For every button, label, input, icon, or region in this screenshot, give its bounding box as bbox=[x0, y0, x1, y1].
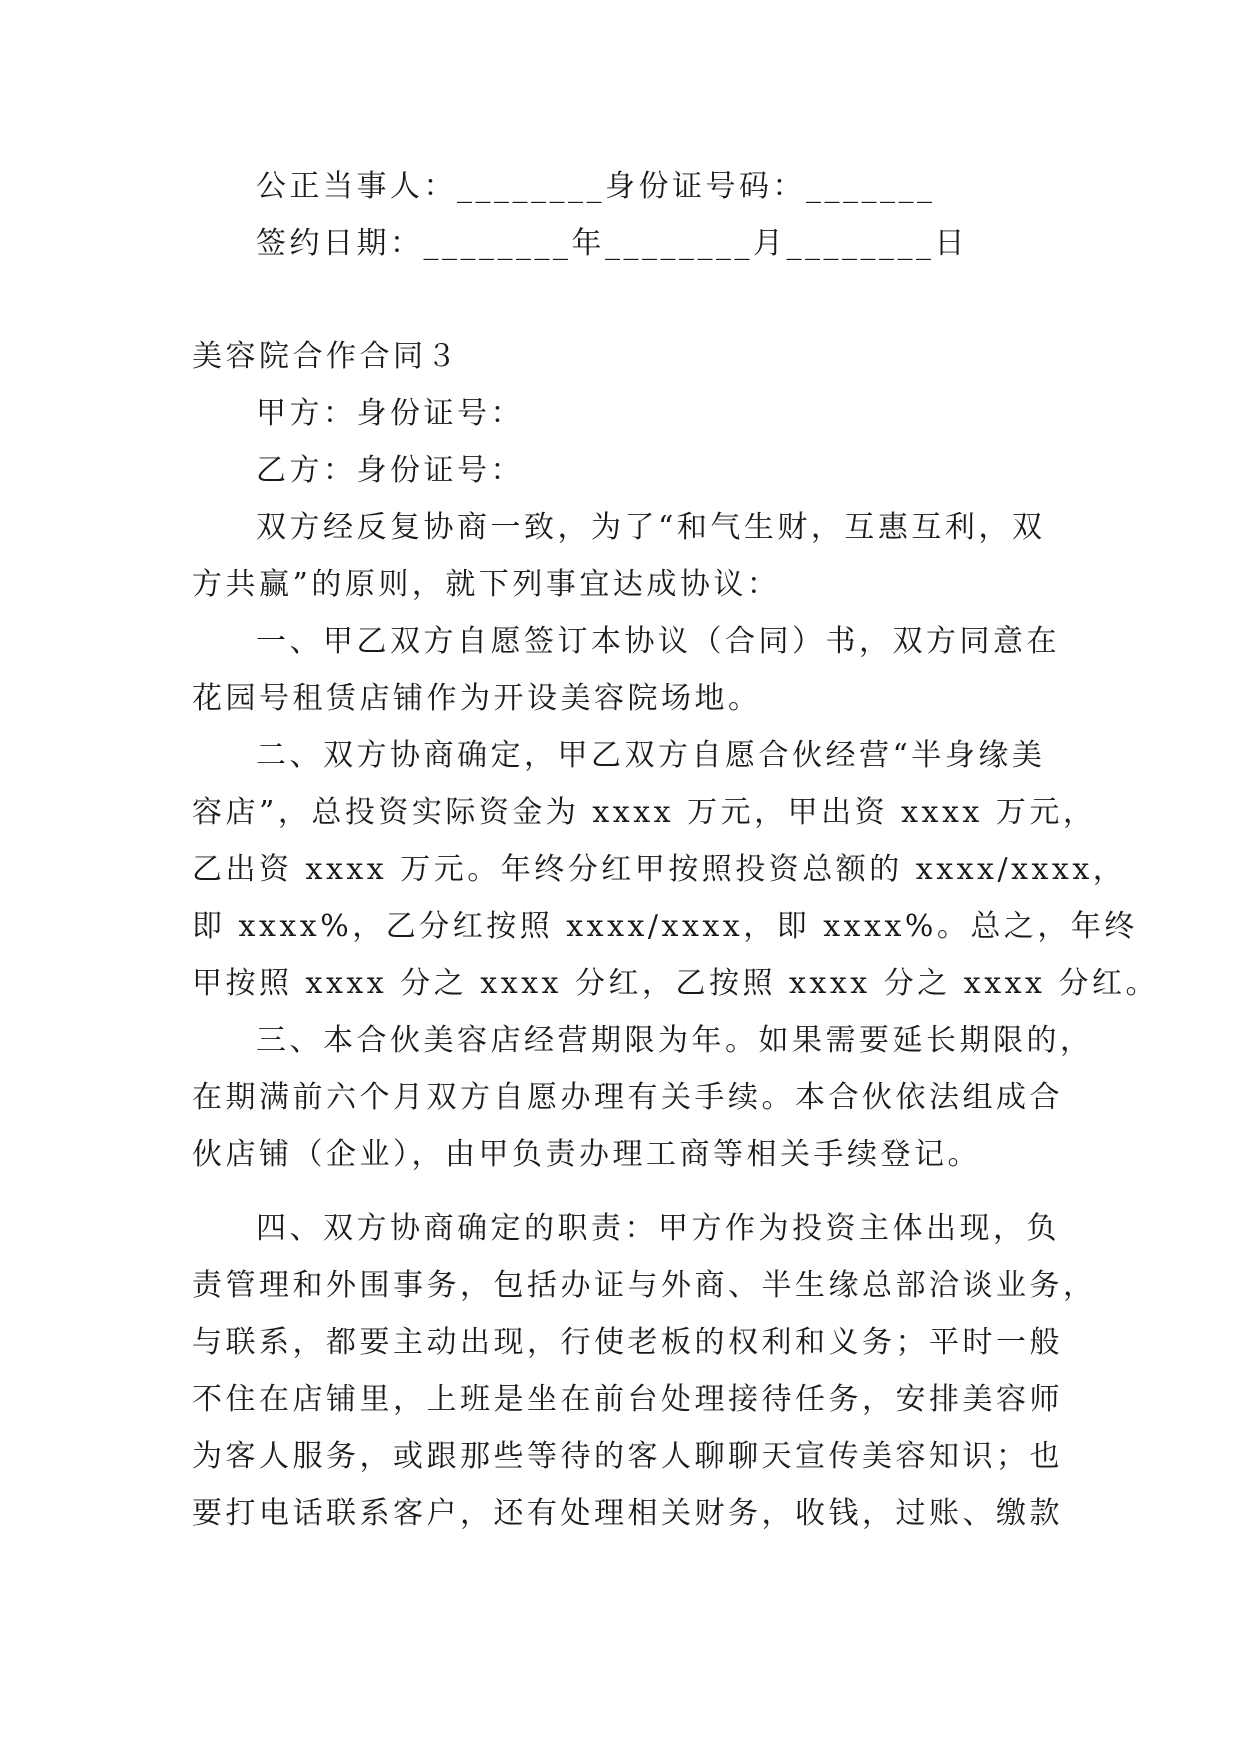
clause-4-line-3: 与联系，都要主动出现，行使老板的权利和义务；平时一般 bbox=[192, 1325, 1063, 1360]
party-b-line: 乙方：身份证号： bbox=[256, 453, 524, 488]
clause-1-line-1: 一、甲乙双方自愿签订本协议（合同）书，双方同意在 bbox=[256, 624, 1060, 659]
preamble-line-1: 双方经反复协商一致，为了“和气生财，互惠互利，双 bbox=[256, 510, 1046, 545]
clause-4-line-6: 要打电话联系客户，还有处理相关财务，收钱，过账、缴款 bbox=[192, 1496, 1063, 1531]
clause-2-line-2: 容店”，总投资实际资金为 xxxx 万元，甲出资 xxxx 万元， bbox=[192, 795, 1097, 830]
clause-3-line-2: 在期满前六个月双方自愿办理有关手续。本合伙依法组成合 bbox=[192, 1080, 1063, 1115]
preamble-line-2: 方共赢”的原则，就下列事宜达成协议： bbox=[192, 567, 781, 602]
clause-3-line-3: 伙店铺（企业），由甲负责办理工商等相关手续登记。 bbox=[192, 1137, 981, 1172]
clause-2-line-3: 乙出资 xxxx 万元。年终分红甲按照投资总额的 xxxx/xxxx， bbox=[192, 852, 1127, 887]
contract-title: 美容院合作合同３ bbox=[192, 339, 460, 374]
clause-2-line-1: 二、双方协商确定，甲乙双方自愿合伙经营“半身缘美 bbox=[256, 738, 1046, 773]
clause-4-line-2: 责管理和外围事务，包括办证与外商、半生缘总部洽谈业务， bbox=[192, 1268, 1097, 1303]
clause-4-line-1: 四、双方协商确定的职责：甲方作为投资主体出现，负 bbox=[256, 1211, 1060, 1246]
clause-2-line-4: 即 xxxx%，乙分红按照 xxxx/xxxx，即 xxxx%。总之，年终 bbox=[192, 909, 1138, 944]
clause-1-line-2: 花园号租赁店铺作为开设美容院场地。 bbox=[192, 681, 762, 716]
party-a-line: 甲方：身份证号： bbox=[256, 396, 524, 431]
clause-4-line-4: 不住在店铺里，上班是坐在前台处理接待任务，安排美容师 bbox=[192, 1382, 1063, 1417]
clause-3-line-1: 三、本合伙美容店经营期限为年。如果需要延长期限的， bbox=[256, 1023, 1094, 1058]
clause-4-line-5: 为客人服务，或跟那些等待的客人聊聊天宣传美容知识；也 bbox=[192, 1439, 1063, 1474]
signing-date-line: 签约日期：________年________月________日 bbox=[256, 226, 968, 261]
clause-2-line-5: 甲按照 xxxx 分之 xxxx 分红，乙按照 xxxx 分之 xxxx 分红。 bbox=[192, 966, 1159, 1001]
notary-party-line: 公正当事人：________身份证号码：_______ bbox=[256, 169, 936, 204]
